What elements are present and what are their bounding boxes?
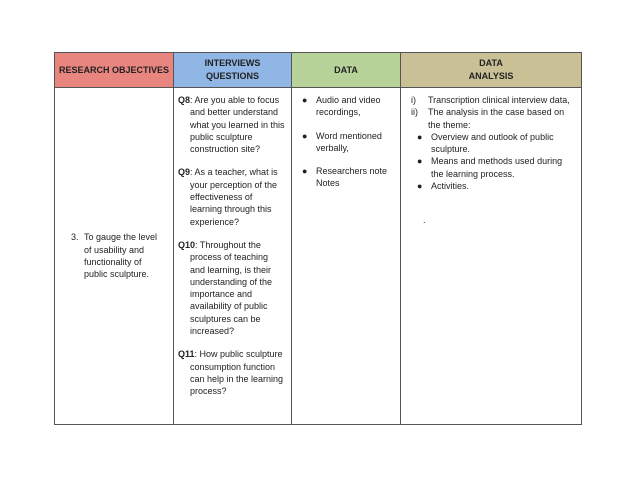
- header-interviews-label: INTERVIEWS: [204, 58, 261, 68]
- data-item: [302, 165, 394, 190]
- header-questions-label: QUESTIONS: [205, 71, 259, 81]
- question-id: Q8: [178, 95, 191, 105]
- bullet-icon: ●: [302, 95, 308, 105]
- question-text: : As a teacher, what is your perception of the effectiveness of learning through this experience?: [190, 167, 278, 227]
- analysis-numbered-item: [411, 94, 575, 106]
- header-data-analysis: [401, 53, 582, 88]
- analysis-bullet-text: Activities.: [431, 181, 470, 192]
- data-item-text: Audio and video recordings,: [316, 95, 381, 118]
- header-analysis-label-1: DATA: [479, 58, 503, 68]
- header-interviews-questions: [174, 53, 292, 88]
- analysis-bullet-item: [411, 131, 575, 156]
- question-item: [178, 239, 285, 337]
- question-text: : Throughout the process of teaching and learning, is their understanding of the importance and availability of public sculptures can be increased?: [190, 239, 273, 337]
- data-item-text: Researchers note Notes: [316, 166, 388, 189]
- header-data-label: DATA: [334, 64, 358, 75]
- analysis-text: Transcription clinical interview data,: [428, 95, 570, 105]
- question-id: Q10: [178, 239, 196, 250]
- question-item: [178, 348, 285, 397]
- header-row: [55, 53, 582, 88]
- questions-cell: [174, 88, 292, 425]
- objective-cell: [55, 88, 174, 425]
- bullet-icon: ●: [417, 181, 423, 192]
- header-analysis-label-2: ANALYSIS: [468, 71, 514, 81]
- data-item-text: Word mentioned verbally,: [316, 130, 382, 153]
- analysis-cell: [401, 88, 582, 425]
- analysis-bullet-text: Overview and outlook of public sculpture.: [431, 131, 554, 155]
- content-row: [55, 88, 582, 425]
- question-text: : How public sculpture consumption function can help in the learning process?: [190, 349, 284, 397]
- data-item: [302, 94, 394, 119]
- header-research-objectives: [55, 53, 174, 88]
- header-data: [292, 53, 401, 88]
- analysis-numbered-item: [411, 106, 575, 131]
- header-objectives-label: RESEARCH OBJECTIVES: [58, 64, 170, 75]
- objective-text: To gauge the level of usability and functionality of public sculpture.: [84, 232, 158, 280]
- analysis-bullet-text: Means and methods used during the learning process.: [431, 156, 563, 179]
- objective-item: [55, 231, 173, 280]
- question-item: [178, 94, 285, 155]
- data-item: [302, 130, 394, 155]
- analysis-bullet-item: [411, 180, 575, 192]
- bullet-icon: ●: [302, 130, 308, 141]
- question-item: [178, 166, 285, 227]
- bullet-icon: ●: [417, 131, 423, 142]
- analysis-trailing-mark: .: [423, 215, 426, 226]
- data-cell: [292, 88, 401, 425]
- objective-number: 3.: [71, 232, 79, 243]
- question-text: : Are you able to focus and better understand what you learned in this public sculpture construction site?: [190, 95, 285, 155]
- analysis-text: The analysis in the case based on the theme:: [428, 107, 565, 130]
- bullet-icon: ●: [417, 156, 423, 167]
- analysis-bullet-item: [411, 155, 575, 180]
- analysis-number: ii): [411, 107, 418, 118]
- research-table: [54, 52, 582, 425]
- bullet-icon: ●: [302, 166, 308, 177]
- analysis-number: i): [411, 95, 416, 105]
- question-id: Q9: [178, 167, 191, 178]
- question-id: Q11: [178, 349, 195, 360]
